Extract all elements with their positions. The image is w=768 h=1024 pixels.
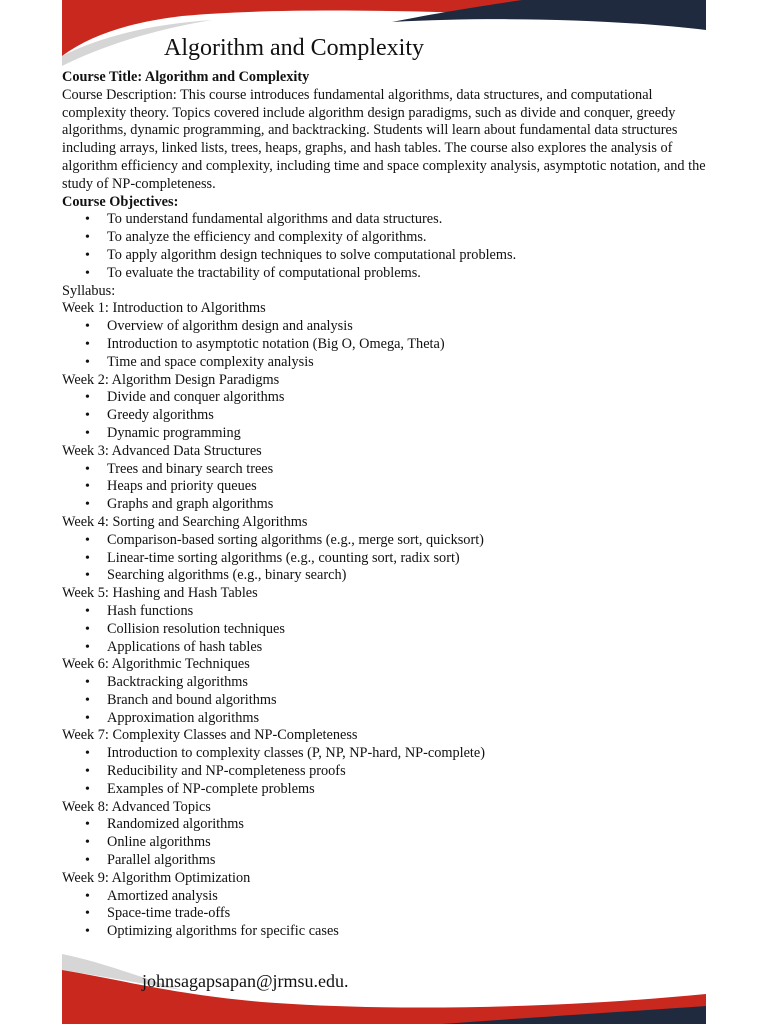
week-topic-item (62, 674, 706, 692)
bullet-icon: • (85, 924, 90, 940)
objectives-heading: Course Objectives: (62, 193, 179, 210)
week-topic-item-text: Linear-time sorting algorithms (e.g., counting sort, radix sort) (107, 549, 460, 566)
bullet-icon: • (85, 336, 90, 352)
week-topic-item (62, 834, 706, 852)
bullet-icon: • (85, 710, 90, 726)
week-topics-list (62, 318, 706, 371)
bullet-icon: • (85, 461, 90, 477)
objective-item-text: To evaluate the tractability of computational problems. (107, 264, 421, 281)
bullet-icon: • (85, 888, 90, 904)
bullet-icon: • (85, 906, 90, 922)
week-topic-item-text: Time and space complexity analysis (107, 353, 314, 370)
week-topic-item (62, 745, 706, 763)
week-topic-item-text: Trees and binary search trees (107, 460, 274, 477)
objective-item (62, 247, 706, 265)
course-title: Course Title: Algorithm and Complexity (62, 69, 310, 85)
bullet-icon: • (85, 265, 90, 281)
week-topic-item (62, 407, 706, 425)
bullet-icon: • (85, 247, 90, 263)
week-topic-item-text: Comparison-based sorting algorithms (e.g., merge sort, quicksort) (107, 531, 484, 548)
document-title: Algorithm and Complexity (164, 35, 424, 61)
week-topic-item (62, 478, 706, 496)
week-topic-item (62, 550, 706, 568)
week-topic-item (62, 923, 706, 941)
objective-item-text: To analyze the efficiency and complexity of algorithms. (107, 229, 427, 246)
week-topics-list (62, 603, 706, 656)
bullet-icon: • (85, 817, 90, 833)
week-topic-item (62, 710, 706, 728)
week-topic-item-text: Reducibility and NP-completeness proofs (107, 763, 346, 780)
week-topic-item (62, 888, 706, 906)
bullet-icon: • (85, 354, 90, 370)
week-topic-item-text: Collision resolution techniques (107, 620, 285, 637)
bullet-icon: • (85, 408, 90, 424)
bullet-icon: • (85, 212, 90, 228)
objective-item-text: To apply algorithm design techniques to solve computational problems. (107, 246, 517, 263)
week-topic-item-text: Online algorithms (107, 834, 211, 851)
week-topic-item-text: Hash functions (107, 602, 194, 619)
syllabus-week (62, 656, 706, 727)
week-topic-item-text: Heaps and priority queues (107, 478, 257, 495)
bullet-icon: • (85, 550, 90, 566)
week-topic-item (62, 603, 706, 621)
week-topic-item (62, 461, 706, 479)
week-topic-item (62, 692, 706, 710)
bullet-icon: • (85, 603, 90, 619)
bullet-icon: • (85, 675, 90, 691)
syllabus-week (62, 799, 706, 870)
bullet-icon: • (85, 835, 90, 851)
week-topic-item-text: Space-time trade-offs (107, 905, 231, 922)
week-topic-item (62, 318, 706, 336)
objective-item (62, 211, 706, 229)
week-title: Week 8: Advanced Topics (62, 798, 211, 815)
bullet-icon: • (85, 425, 90, 441)
bullet-icon: • (85, 853, 90, 869)
bullet-icon: • (85, 746, 90, 762)
week-title: Week 9: Algorithm Optimization (62, 869, 251, 886)
bullet-icon: • (85, 319, 90, 335)
week-topics-list (62, 888, 706, 941)
week-topic-item (62, 763, 706, 781)
syllabus-week (62, 727, 706, 798)
week-topic-item-text: Amortized analysis (107, 887, 218, 904)
week-topic-item-text: Backtracking algorithms (107, 674, 248, 691)
document-page (62, 0, 706, 1024)
week-topics-list (62, 674, 706, 727)
week-topic-item (62, 639, 706, 657)
bullet-icon: • (85, 692, 90, 708)
footer-email[interactable]: johnsagapsapan@jrmsu.edu. (142, 971, 349, 991)
bullet-icon: • (85, 639, 90, 655)
week-topic-item-text: Overview of algorithm design and analysis (107, 318, 353, 335)
week-title: Week 5: Hashing and Hash Tables (62, 585, 258, 602)
week-topic-item-text: Randomized algorithms (107, 816, 244, 833)
syllabus-week (62, 300, 706, 371)
bullet-icon: • (85, 568, 90, 584)
bullet-icon: • (85, 764, 90, 780)
week-title: Week 2: Algorithm Design Paradigms (62, 371, 280, 388)
week-topic-item (62, 389, 706, 407)
bullet-icon: • (85, 230, 90, 246)
week-topic-item (62, 496, 706, 514)
bullet-icon: • (85, 390, 90, 406)
objective-item (62, 229, 706, 247)
week-topic-item (62, 336, 706, 354)
week-topic-item (62, 532, 706, 550)
week-topic-item-text: Applications of hash tables (107, 638, 263, 655)
week-topics-list (62, 532, 706, 585)
objectives-list (62, 211, 706, 282)
week-topics-list (62, 745, 706, 798)
bullet-icon: • (85, 479, 90, 495)
week-topic-item-text: Approximation algorithms (107, 709, 260, 726)
bullet-icon: • (85, 497, 90, 513)
week-topic-item (62, 816, 706, 834)
week-title: Week 6: Algorithmic Techniques (62, 656, 250, 673)
week-topic-item-text: Optimizing algorithms for specific cases (107, 923, 339, 940)
syllabus-week (62, 585, 706, 656)
week-title: Week 7: Complexity Classes and NP-Completeness (62, 727, 358, 744)
week-topic-item-text: Introduction to asymptotic notation (Big O, Omega, Theta) (107, 335, 445, 352)
week-topics-list (62, 816, 706, 869)
week-topic-item-text: Branch and bound algorithms (107, 691, 277, 708)
week-title: Week 1: Introduction to Algorithms (62, 300, 266, 317)
bullet-icon: • (85, 621, 90, 637)
week-topic-item (62, 567, 706, 585)
week-topic-item-text: Divide and conquer algorithms (107, 389, 285, 406)
week-topics-list (62, 461, 706, 514)
week-topic-item (62, 425, 706, 443)
week-title: Week 4: Sorting and Searching Algorithms (62, 513, 308, 530)
week-topic-item (62, 781, 706, 799)
week-topic-item-text: Greedy algorithms (107, 407, 214, 424)
syllabus-heading: Syllabus: (62, 282, 116, 299)
objective-item (62, 265, 706, 283)
week-title: Week 3: Advanced Data Structures (62, 442, 262, 459)
syllabus-week (62, 870, 706, 941)
course-description: Course Description: This course introduces fundamental algorithms, data structures, and computational complexity theory. Topics covered include algorithm design paradigms, such as divide and conquer, greedy algorithms, dynamic programming, and backtracking. Students will learn about fundamental data structures including arrays, linked lists, trees, heaps, graphs, and hash tables. The course also explores the analysis of algorithm efficiency and complexity, including time and space complexity analysis, asymptotic notation, and the study of NP-completeness. (62, 86, 706, 192)
syllabus-week (62, 514, 706, 585)
week-topic-item-text: Graphs and graph algorithms (107, 496, 274, 513)
week-topic-item (62, 621, 706, 639)
objective-item-text: To understand fundamental algorithms and data structures. (107, 211, 443, 228)
bullet-icon: • (85, 781, 90, 797)
week-topic-item-text: Parallel algorithms (107, 852, 216, 869)
week-topic-item-text: Introduction to complexity classes (P, NP, NP-hard, NP-complete) (107, 745, 486, 762)
week-topics-list (62, 389, 706, 442)
syllabus-week (62, 372, 706, 443)
bullet-icon: • (85, 532, 90, 548)
week-topic-item (62, 354, 706, 372)
syllabus-weeks (62, 300, 706, 941)
week-topic-item-text: Examples of NP-complete problems (107, 780, 315, 797)
syllabus-week (62, 443, 706, 514)
week-topic-item-text: Dynamic programming (107, 424, 241, 441)
week-topic-item (62, 852, 706, 870)
document-content (62, 69, 706, 941)
week-topic-item (62, 905, 706, 923)
week-topic-item-text: Searching algorithms (e.g., binary search) (107, 567, 347, 584)
